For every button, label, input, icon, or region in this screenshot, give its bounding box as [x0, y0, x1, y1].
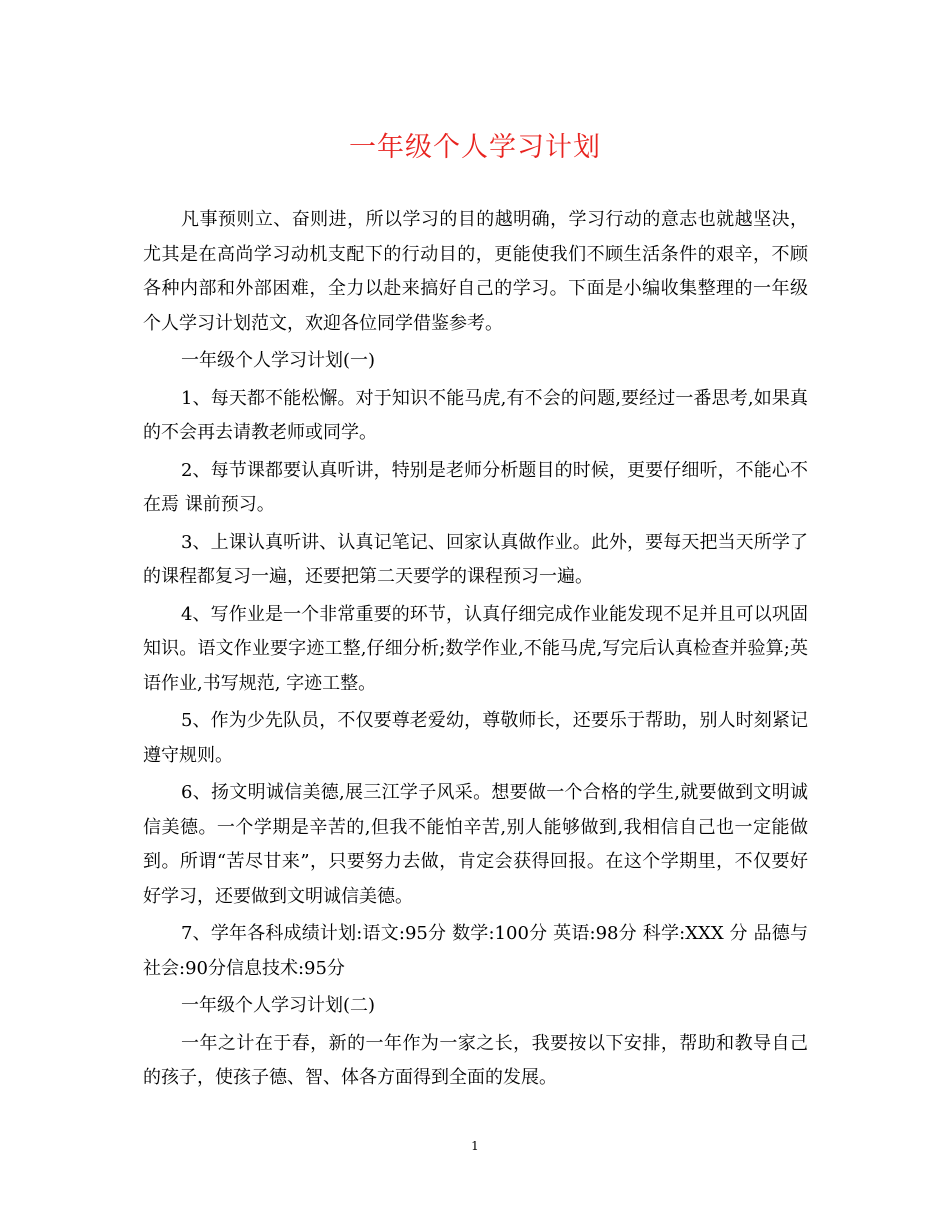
page-number: 1 — [471, 1139, 479, 1153]
document-title: 一年级个人学习计划 — [349, 132, 601, 163]
list-item-2: 2、每节课都要认真听讲，特别是老师分析题目的时候，更要仔细听，不能心不在焉 课前预习。 — [143, 459, 808, 515]
intro-paragraph: 凡事预则立、奋则进，所以学习的目的越明确，学习行动的意志也就越坚决，尤其是在高尚学习动机支配下的行动目的，更能使我们不顾生活条件的艰辛，不顾各种内部和外部困难，全力以赴来搞好自己的学习。下面是小编收集整理的一年级个人学习计划范文，欢迎各位同学借鉴参考。 — [143, 209, 808, 334]
list-item-7: 7、学年各科成绩计划:语文:95分 数学:100分 英语:98分 科学:XXX 分 品德与社会:90分信息技术:95分 — [143, 923, 808, 979]
closing-paragraph: 一年之计在于春，新的一年作为一家之长，我要按以下安排，帮助和教导自己的孩子，使孩子德、智、体各方面得到全面的发展。 — [143, 1032, 808, 1088]
list-item-5: 5、作为少先队员，不仅要尊老爱幼，尊敬师长，还要乐于帮助，别人时刻紧记遵守规则。 — [143, 710, 808, 766]
list-item-3: 3、上课认真听讲、认真记笔记、回家认真做作业。此外，要每天把当天所学了的课程都复习一遍，还要把第二天要学的课程预习一遍。 — [143, 531, 808, 587]
section-heading-plan-one: 一年级个人学习计划(一) — [181, 350, 376, 371]
list-item-1: 1、每天都不能松懈。对于知识不能马虎,有不会的问题,要经过一番思考,如果真的不会再去请教老师或同学。 — [143, 387, 808, 443]
document-body — [143, 203, 808, 1099]
list-item-6: 6、扬文明诚信美德,展三江学子风采。想要做一个合格的学生,就要做到文明诚信美德。一个学期是辛苦的,但我不能怕辛苦,别人能够做到,我相信自己也一定能做到。所谓“苦尽甘来”，只要努力去做，肯定会获得回报。在这个学期里，不仅要好好学习，还要做到文明诚信美德。 — [143, 782, 808, 907]
section-heading-plan-two: 一年级个人学习计划(二) — [181, 995, 376, 1016]
list-item-4: 4、写作业是一个非常重要的环节，认真仔细完成作业能发现不足并且可以巩固知识。语文作业要字迹工整,仔细分析;数学作业,不能马虎,写完后认真检查并验算;英语作业,书写规范, 字迹工整。 — [143, 603, 808, 694]
